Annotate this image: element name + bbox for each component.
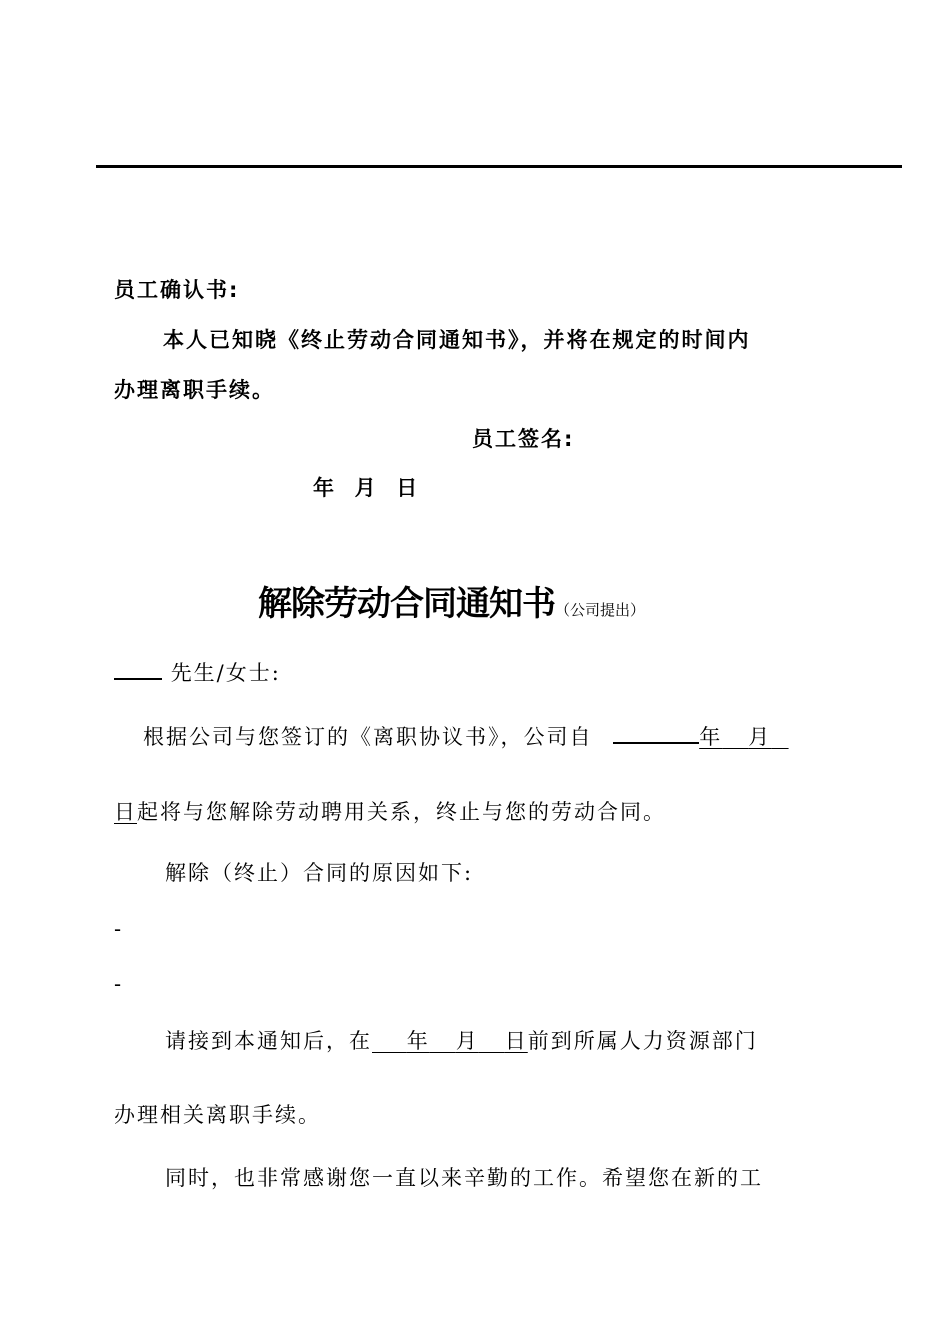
reason-item-2: - [114, 972, 124, 996]
notice-title: 解除劳动合同通知书 [258, 584, 555, 624]
para1-gap [722, 725, 748, 749]
notice-subtitle: （公司提出） [555, 601, 646, 619]
reason-item-1: - [114, 917, 124, 941]
para2-rest: 起将与您解除劳动聘用关系，终止与您的劳动合同。 [137, 800, 666, 824]
paragraph-4: 同时，也非常感谢您一直以来辛勤的工作。希望您在新的工 [165, 1166, 763, 1190]
paragraph-3-line1 [165, 1025, 758, 1055]
salutation-line [114, 657, 281, 687]
confirmation-body-line2: 办理离职手续。 [114, 378, 275, 402]
para3-month: 月 [455, 1029, 479, 1053]
paragraph-1-line2 [114, 796, 666, 826]
para1-year: 年 [699, 725, 723, 749]
header-rule [96, 165, 902, 168]
para3-year: 年 [406, 1029, 430, 1053]
para1-gap-end [771, 725, 788, 749]
para3-prefix: 请接到本通知后，在 [165, 1029, 372, 1053]
confirmation-body-line1: 本人已知晓《终止劳动合同通知书》，并将在规定的时间内 [163, 328, 751, 352]
confirmation-heading: 员工确认书: [114, 278, 240, 302]
employee-signature-label: 员工签名: [472, 427, 575, 451]
para3-gap1 [372, 1029, 407, 1053]
notice-title-block [258, 576, 645, 625]
para3-gap3 [479, 1029, 505, 1053]
paragraph-3-line2: 办理相关离职手续。 [114, 1103, 321, 1127]
year-blank [613, 741, 699, 744]
para1-prefix: 根据公司与您签订的《离职协议书》，公司自 [143, 725, 593, 749]
name-blank [114, 677, 162, 680]
reason-heading: 解除（终止）合同的原因如下: [165, 861, 474, 885]
para3-gap2 [430, 1029, 456, 1053]
para1-month: 月 [748, 725, 772, 749]
para2-day: 日 [114, 800, 137, 824]
paragraph-1-line1 [143, 721, 789, 751]
confirmation-date-label: 年 月 日 [313, 476, 420, 500]
para3-suffix: 前到所属人力资源部门 [527, 1029, 758, 1053]
para3-day: 日 [504, 1029, 528, 1053]
salutation-text: 先生/女士: [170, 661, 281, 685]
